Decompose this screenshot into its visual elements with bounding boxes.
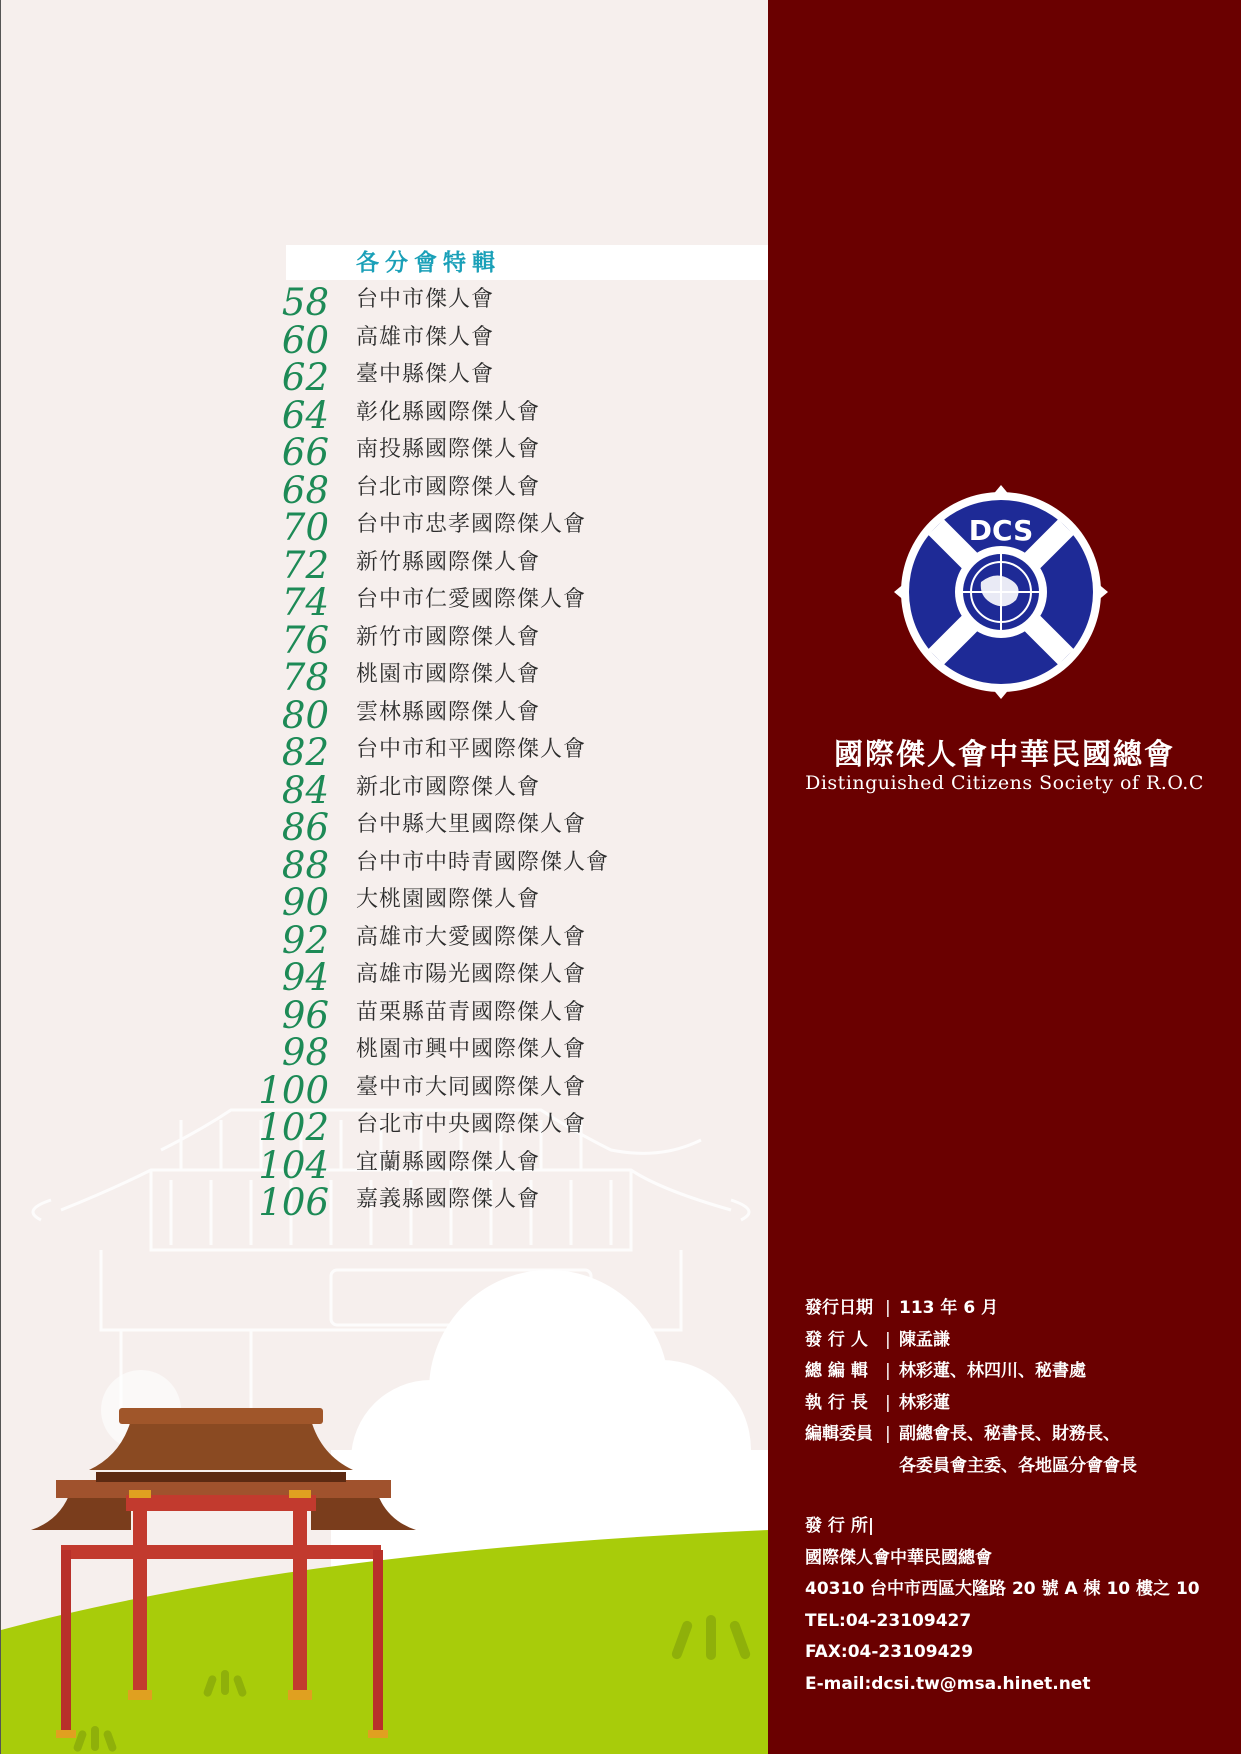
publisher-separator: | [867, 1516, 875, 1536]
grass-hill [1, 1530, 769, 1754]
dcs-logo [894, 485, 1108, 699]
toc-page-number: 90 [281, 881, 329, 924]
toc-label: 台中市和平國際傑人會 [356, 737, 587, 762]
toc-entry[interactable] [1, 318, 769, 362]
toc-entry[interactable] [1, 431, 769, 474]
logo-text: DCS [968, 514, 1034, 547]
toc-label: 宜蘭縣國際傑人會 [356, 1149, 541, 1175]
toc-page-number: 66 [281, 431, 329, 474]
toc-label: 高雄市陽光國際傑人會 [356, 962, 587, 987]
toc-label: 苗栗縣苗青國際傑人會 [356, 999, 587, 1025]
publisher-info [805, 1511, 1200, 1700]
publisher-label: 發 行 所 [805, 1516, 868, 1536]
toc-label: 台中市中時青國際傑人會 [356, 849, 610, 875]
toc-label: 臺中市大同國際傑人會 [356, 1074, 587, 1100]
toc-entry[interactable] [1, 356, 769, 399]
toc-label: 嘉義縣國際傑人會 [356, 1187, 541, 1212]
toc-entry[interactable] [1, 1031, 769, 1074]
toc-page-number: 86 [281, 806, 329, 849]
toc-entry[interactable] [1, 1143, 769, 1187]
toc-entry[interactable] [1, 731, 769, 774]
toc-entry[interactable] [1, 1106, 769, 1149]
toc-entry[interactable] [1, 881, 769, 924]
section-title: 各分會特輯 [356, 250, 501, 276]
toc-entry[interactable] [1, 956, 769, 999]
toc-page-number: 58 [281, 281, 329, 324]
toc-entry[interactable] [1, 468, 769, 512]
toc-page-number: 84 [281, 768, 329, 812]
organization-name-zh: 國際傑人會中華民國總會 [833, 737, 1175, 771]
toc-label: 高雄市大愛國際傑人會 [356, 924, 587, 950]
right-panel [768, 0, 1241, 1754]
toc-label: 新北市國際傑人會 [356, 774, 541, 800]
toc-entry[interactable] [1, 506, 769, 549]
toc-entry[interactable] [1, 281, 769, 324]
toc-page-number: 74 [281, 581, 329, 624]
toc-label: 高雄市傑人會 [356, 324, 495, 350]
toc-label: 雲林縣國際傑人會 [356, 699, 541, 725]
logo-emblem [894, 485, 1108, 699]
toc-label: 臺中縣傑人會 [356, 362, 495, 387]
publisher-fax: FAX:04-23109429 [805, 1642, 974, 1662]
colophon-executive: 執 行 長 | 林彩蓮 [805, 1392, 950, 1413]
toc-label: 新竹市國際傑人會 [356, 624, 541, 650]
toc-label: 彰化縣國際傑人會 [356, 399, 541, 425]
toc-entry[interactable] [1, 1181, 769, 1224]
toc-page-number: 64 [281, 393, 329, 437]
colophon-committee-line2: 各委員會主委、各地區分會會長 [899, 1455, 1137, 1476]
toc-page-number: 60 [281, 318, 329, 362]
toc-entry[interactable] [1, 656, 769, 699]
publisher-label-row [805, 1511, 1200, 1543]
toc-page-number: 76 [281, 618, 329, 662]
toc-entry[interactable] [1, 806, 769, 849]
toc-label: 新竹縣國際傑人會 [356, 549, 541, 575]
toc-entry[interactable] [1, 993, 769, 1037]
toc-entry[interactable] [1, 581, 769, 624]
toc-page-number: 78 [281, 656, 329, 699]
colophon-committee: 編輯委員 | 副總會長、秘書長、財務長、 [805, 1424, 1120, 1444]
toc-page-number: 94 [281, 956, 329, 999]
publisher-address: 40310 台中市西區大隆路 20 號 A 棟 10 樓之 10 [805, 1579, 1200, 1599]
toc-page-number: 100 [258, 1068, 329, 1112]
toc-page-number: 102 [258, 1106, 329, 1149]
toc-page-number: 68 [281, 468, 329, 512]
toc-entry[interactable] [1, 768, 769, 812]
toc-entry[interactable] [1, 843, 769, 887]
toc-label: 桃園市興中國際傑人會 [356, 1037, 587, 1062]
colophon [805, 1293, 1137, 1482]
toc-entry[interactable] [1, 543, 769, 587]
toc-entry[interactable] [1, 1068, 769, 1112]
toc-label: 南投縣國際傑人會 [356, 437, 541, 462]
toc-page-number: 70 [281, 506, 329, 549]
organization-name-en: Distinguished Citizens Society of R.O.C [805, 772, 1204, 794]
toc-entry[interactable] [1, 393, 769, 437]
toc-label: 台中縣大里國際傑人會 [356, 812, 587, 837]
toc-page-number: 92 [281, 918, 329, 962]
colophon-publisher-person: 發 行 人 | 陳孟謙 [805, 1329, 950, 1350]
toc-page-number: 88 [281, 843, 329, 887]
toc-label: 桃園市國際傑人會 [356, 662, 541, 687]
toc-page-number: 96 [281, 993, 329, 1037]
publisher-email[interactable]: E-mail:dcsi.tw@msa.hinet.net [805, 1673, 1091, 1694]
toc-label: 台北市中央國際傑人會 [356, 1112, 587, 1137]
toc-page-number: 106 [258, 1181, 329, 1224]
colophon-chief-editor: 總 編 輯 | 林彩蓮、林四川、秘書處 [805, 1361, 1086, 1381]
publisher-name: 國際傑人會中華民國總會 [805, 1547, 992, 1568]
toc-page-number: 80 [281, 693, 329, 737]
toc-label: 台中市忠孝國際傑人會 [356, 512, 587, 537]
toc-page-number: 104 [258, 1143, 329, 1187]
toc-page-number: 62 [281, 356, 329, 399]
toc-entry[interactable] [1, 693, 769, 737]
toc-page-number: 98 [281, 1031, 329, 1074]
toc-entry[interactable] [1, 618, 769, 662]
colophon-date: 發行日期 | 113 年 6 月 [805, 1298, 999, 1318]
publisher-tel: TEL:04-23109427 [805, 1610, 972, 1631]
toc-page-number: 72 [281, 543, 329, 587]
table-of-contents [1, 281, 769, 1224]
toc-label: 台中市仁愛國際傑人會 [356, 587, 587, 612]
toc-label: 台北市國際傑人會 [356, 474, 541, 500]
toc-label: 大桃園國際傑人會 [356, 887, 541, 912]
toc-label: 台中市傑人會 [356, 287, 495, 312]
toc-entry[interactable] [1, 918, 769, 962]
toc-page-number: 82 [281, 731, 329, 774]
